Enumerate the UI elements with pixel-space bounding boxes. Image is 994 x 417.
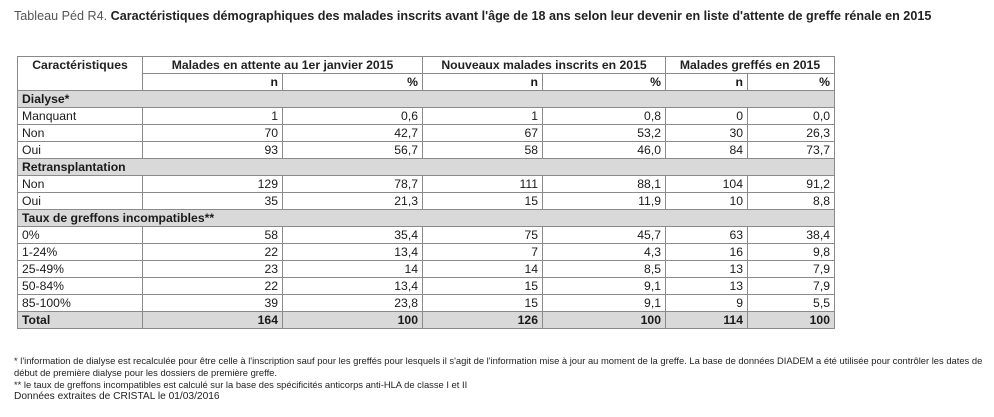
data-table (17, 56, 835, 329)
cell-value: 0 (666, 108, 748, 125)
table-row (18, 193, 835, 210)
cell-value: 7,9 (748, 261, 835, 278)
table-row (18, 227, 835, 244)
cell-value: 22 (143, 278, 283, 295)
total-value: 126 (423, 312, 543, 329)
cell-value: 63 (666, 227, 748, 244)
cell-value: 22 (143, 244, 283, 261)
header-n: n (666, 74, 748, 91)
row-label: 50-84% (18, 278, 143, 295)
total-label: Total (18, 312, 143, 329)
cell-value: 58 (143, 227, 283, 244)
row-label: 1-24% (18, 244, 143, 261)
cell-value: 10 (666, 193, 748, 210)
cell-value: 9,1 (543, 295, 666, 312)
table-row (18, 142, 835, 159)
cell-value: 93 (143, 142, 283, 159)
table-title (14, 8, 978, 24)
cell-value: 9,1 (543, 278, 666, 295)
cell-value: 70 (143, 125, 283, 142)
data-table-container (17, 56, 835, 329)
cell-value: 21,3 (283, 193, 423, 210)
header-group-grafted: Malades greffés en 2015 (666, 57, 835, 74)
footnote-incompatible-grafts: ** le taux de greffons incompatibles est calculé sur la base des spécificités anticorps anti-HLA de classe I et II (14, 379, 468, 390)
row-label: Manquant (18, 108, 143, 125)
cell-value: 78,7 (283, 176, 423, 193)
cell-value: 67 (423, 125, 543, 142)
row-label: Oui (18, 142, 143, 159)
total-value: 100 (543, 312, 666, 329)
total-value: 164 (143, 312, 283, 329)
cell-value: 5,5 (748, 295, 835, 312)
cell-value: 53,2 (543, 125, 666, 142)
table-row (18, 244, 835, 261)
cell-value: 84 (666, 142, 748, 159)
cell-value: 11,9 (543, 193, 666, 210)
table-row (18, 108, 835, 125)
cell-value: 15 (423, 295, 543, 312)
data-source: Données extraites de CRISTAL le 01/03/2016 (14, 391, 220, 402)
cell-value: 0,8 (543, 108, 666, 125)
header-characteristic: Caractéristiques (18, 57, 143, 91)
row-label: 25-49% (18, 261, 143, 278)
section-title: Taux de greffons incompatibles** (18, 210, 835, 227)
header-pct: % (283, 74, 423, 91)
cell-value: 1 (423, 108, 543, 125)
cell-value: 30 (666, 125, 748, 142)
cell-value: 13 (666, 278, 748, 295)
header-group-waiting: Malades en attente au 1er janvier 2015 (143, 57, 423, 74)
cell-value: 14 (283, 261, 423, 278)
row-label: Oui (18, 193, 143, 210)
total-value: 100 (283, 312, 423, 329)
cell-value: 56,7 (283, 142, 423, 159)
cell-value: 38,4 (748, 227, 835, 244)
header-n: n (143, 74, 283, 91)
cell-value: 35 (143, 193, 283, 210)
cell-value: 7 (423, 244, 543, 261)
cell-value: 111 (423, 176, 543, 193)
cell-value: 129 (143, 176, 283, 193)
table-row (18, 261, 835, 278)
table-title-prefix: Tableau Péd R4. (14, 9, 108, 23)
cell-value: 0,0 (748, 108, 835, 125)
cell-value: 39 (143, 295, 283, 312)
cell-value: 23,8 (283, 295, 423, 312)
cell-value: 75 (423, 227, 543, 244)
cell-value: 13 (666, 261, 748, 278)
cell-value: 15 (423, 278, 543, 295)
section-row (18, 159, 835, 176)
total-row (18, 312, 835, 329)
header-pct: % (748, 74, 835, 91)
cell-value: 0,6 (283, 108, 423, 125)
cell-value: 4,3 (543, 244, 666, 261)
row-label: Non (18, 176, 143, 193)
cell-value: 9 (666, 295, 748, 312)
cell-value: 45,7 (543, 227, 666, 244)
table-row (18, 278, 835, 295)
cell-value: 7,9 (748, 278, 835, 295)
table-row (18, 176, 835, 193)
footnotes (14, 355, 984, 403)
cell-value: 13,4 (283, 244, 423, 261)
row-label: Non (18, 125, 143, 142)
row-label: 0% (18, 227, 143, 244)
table-row (18, 125, 835, 142)
header-pct: % (543, 74, 666, 91)
cell-value: 14 (423, 261, 543, 278)
section-title: Retransplantation (18, 159, 835, 176)
cell-value: 1 (143, 108, 283, 125)
table-title-text: Caractéristiques démographiques des malades inscrits avant l'âge de 18 ans selon leur devenir en liste d'attente de greffe rénale en 2015 (110, 9, 932, 23)
section-row (18, 210, 835, 227)
cell-value: 23 (143, 261, 283, 278)
cell-value: 26,3 (748, 125, 835, 142)
cell-value: 15 (423, 193, 543, 210)
cell-value: 8,5 (543, 261, 666, 278)
cell-value: 9,8 (748, 244, 835, 261)
cell-value: 13,4 (283, 278, 423, 295)
cell-value: 73,7 (748, 142, 835, 159)
header-group-new: Nouveaux malades inscrits en 2015 (423, 57, 666, 74)
cell-value: 35,4 (283, 227, 423, 244)
cell-value: 104 (666, 176, 748, 193)
section-row (18, 91, 835, 108)
table-row (18, 295, 835, 312)
section-title: Dialyse* (18, 91, 835, 108)
cell-value: 91,2 (748, 176, 835, 193)
table-body (18, 91, 835, 329)
total-value: 114 (666, 312, 748, 329)
row-label: 85-100% (18, 295, 143, 312)
cell-value: 8,8 (748, 193, 835, 210)
cell-value: 46,0 (543, 142, 666, 159)
cell-value: 88,1 (543, 176, 666, 193)
header-row (18, 57, 835, 74)
cell-value: 16 (666, 244, 748, 261)
total-value: 100 (748, 312, 835, 329)
header-n: n (423, 74, 543, 91)
cell-value: 58 (423, 142, 543, 159)
footnote-dialysis: * l'information de dialyse est recalculée pour être celle à l'inscription sauf pour les greffés pour lesquels il s'agit de l'information mise à jour au moment de la greffe. La base de données DIADEM a été utilisée pour contrôler les dates de début de première dialyse pour les dossiers de première greffe. (14, 355, 983, 378)
cell-value: 42,7 (283, 125, 423, 142)
